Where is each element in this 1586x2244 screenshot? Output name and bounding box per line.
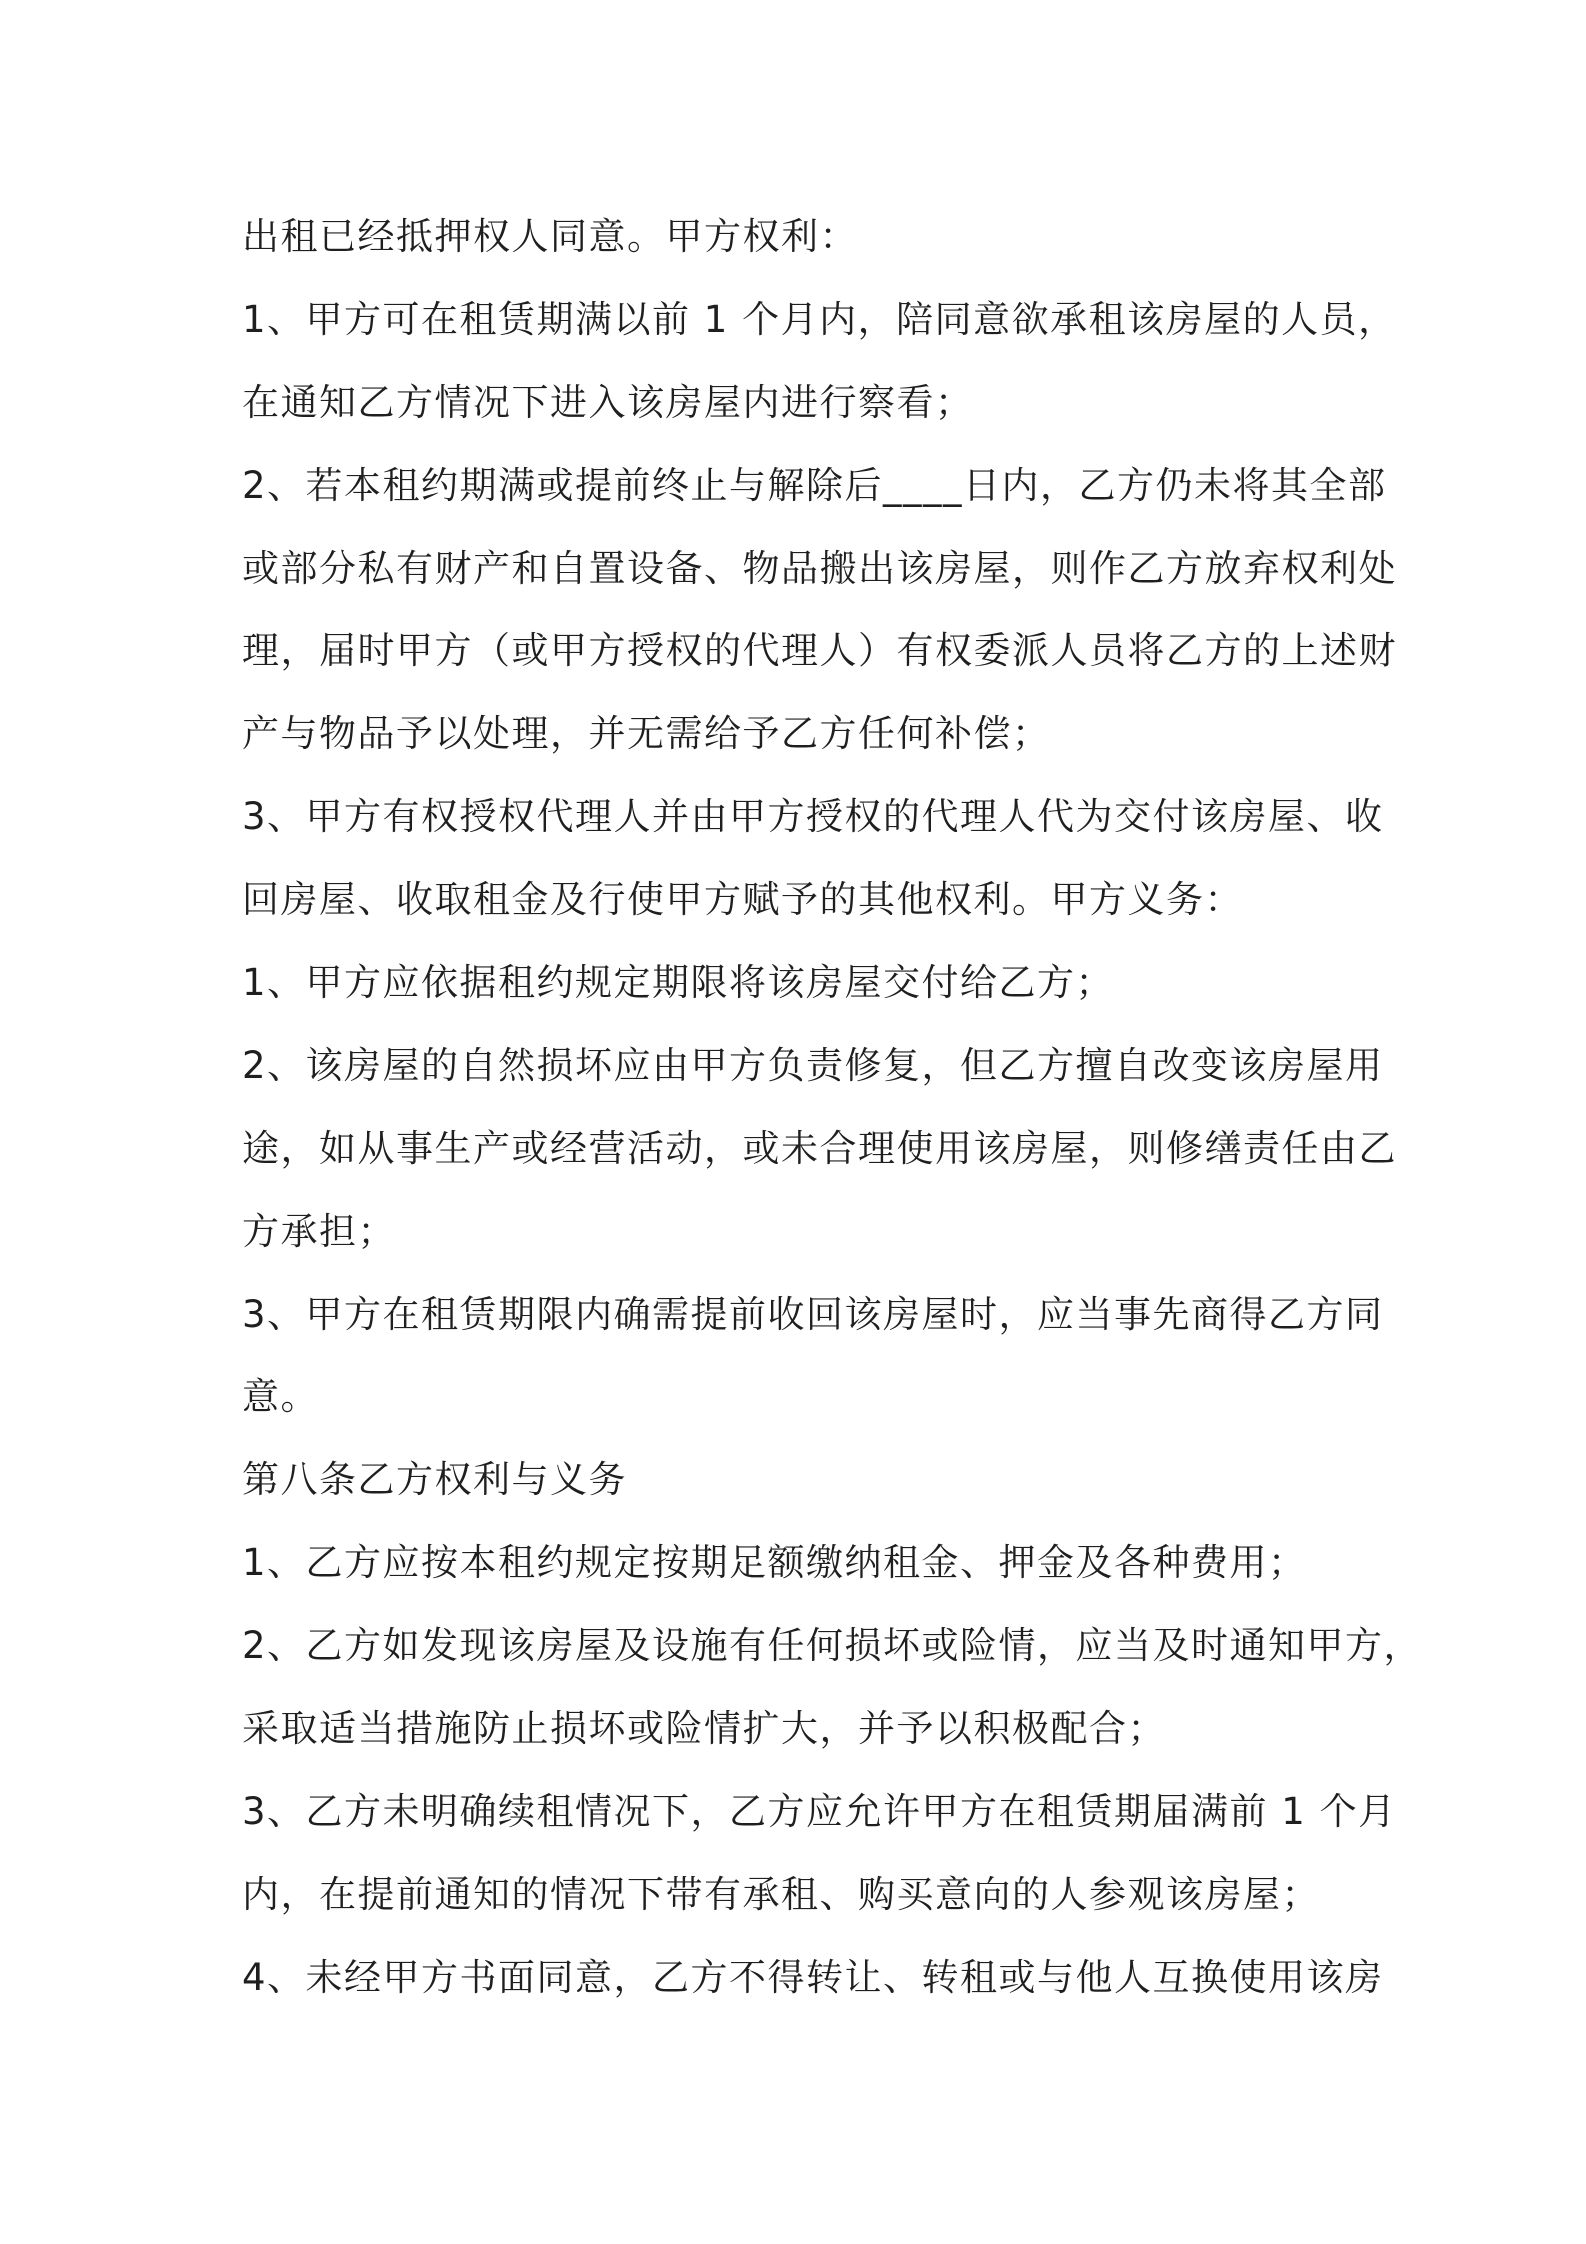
text-line: 1、甲方可在租赁期满以前 1 个月内，陪同意欲承租该房屋的人员， — [242, 297, 1397, 341]
text-line: 出租已经抵押权人同意。甲方权利： — [242, 215, 858, 258]
document-body — [242, 196, 1423, 2020]
text-line: 采取适当措施防止损坏或险情扩大，并予以积极配合； — [242, 1707, 1166, 1751]
text-line: 理，届时甲方（或甲方授权的代理人）有权委派人员将乙方的上述财 — [242, 629, 1397, 673]
text-line: 3、甲方在租赁期限内确需提前收回该房屋时，应当事先商得乙方同 — [242, 1292, 1384, 1336]
text-line: 3、甲方有权授权代理人并由甲方授权的代理人代为交付该房屋、收 — [242, 795, 1384, 839]
text-line: 2、乙方如发现该房屋及设施有任何损坏或险情，应当及时通知甲方， — [242, 1624, 1423, 1668]
section-heading: 第八条乙方权利与义务 — [242, 1458, 627, 1502]
text-line: 2、该房屋的自然损坏应由甲方负责修复，但乙方擅自改变该房屋用 — [242, 1043, 1384, 1087]
text-line: 途，如从事生产或经营活动，或未合理使用该房屋，则修缮责任由乙 — [242, 1126, 1397, 1170]
text-line: 在通知乙方情况下进入该房屋内进行察看； — [242, 380, 974, 424]
text-line: 回房屋、收取租金及行使甲方赋予的其他权利。甲方义务： — [242, 878, 1243, 922]
text-line: 1、甲方应依据租约规定期限将该房屋交付给乙方； — [242, 961, 1115, 1005]
text-line: 2、若本租约期满或提前终止与解除后____日内，乙方仍未将其全部 — [242, 463, 1387, 507]
text-line: 产与物品予以处理，并无需给予乙方任何补偿； — [242, 712, 1051, 756]
text-line: 或部分私有财产和自置设备、物品搬出该房屋，则作乙方放弃权利处 — [242, 546, 1397, 590]
text-line: 4、未经甲方书面同意，乙方不得转让、转租或与他人互换使用该房 — [242, 1955, 1384, 1999]
text-line: 内，在提前通知的情况下带有承租、购买意向的人参观该房屋； — [242, 1872, 1320, 1916]
text-line: 1、乙方应按本租约规定按期足额缴纳租金、押金及各种费用； — [242, 1541, 1307, 1585]
text-line: 意。 — [242, 1375, 319, 1419]
text-line: 3、乙方未明确续租情况下，乙方应允许甲方在租赁期届满前 1 个月 — [242, 1789, 1397, 1833]
text-line: 方承担； — [242, 1209, 396, 1253]
